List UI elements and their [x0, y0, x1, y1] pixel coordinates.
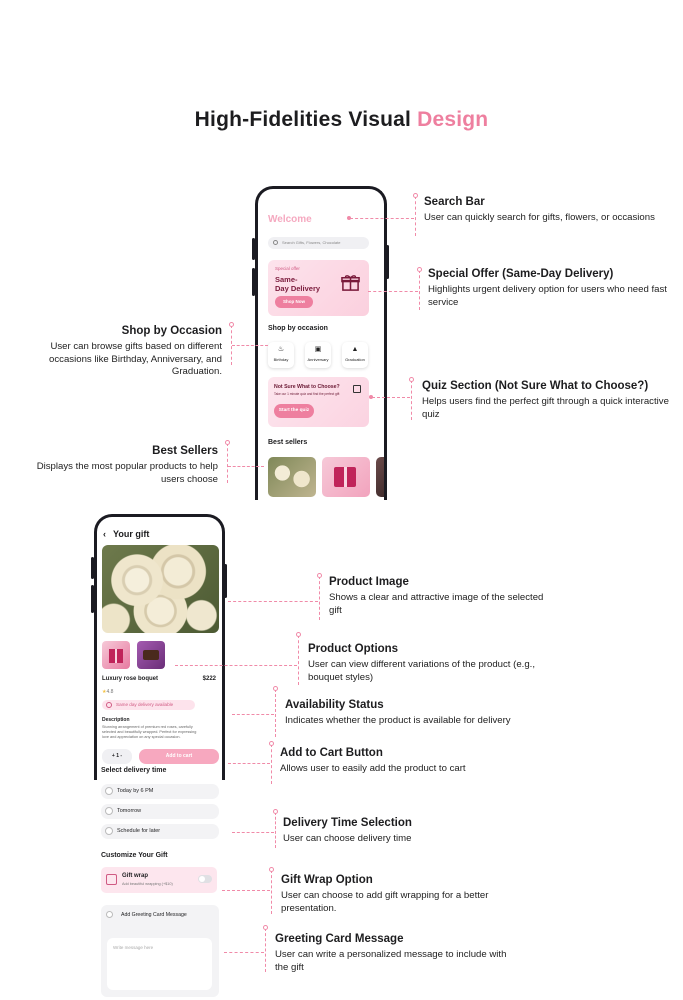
radio-button[interactable] [105, 807, 113, 815]
radio-button[interactable] [105, 827, 113, 835]
connector-dot [269, 867, 274, 872]
special-offer-card[interactable] [268, 260, 369, 316]
product-image [102, 545, 219, 633]
connector-line [175, 665, 297, 666]
description-text: Stunning arrangement of premium red roses, carefully selected and beautifully wrapped. Perfect for expressing love and appreciation on any special occasion. [102, 725, 197, 739]
connector-dot [269, 741, 274, 746]
annotation-availability: Availability Status Indicates whether the product is available for delivery [285, 699, 511, 726]
best-seller-thumbnail[interactable] [322, 457, 370, 497]
connector-line [232, 714, 274, 715]
annotation-add-to-cart: Add to Cart Button Allows user to easily add the product to cart [280, 747, 466, 774]
best-seller-thumbnail[interactable] [268, 457, 316, 497]
annotation-delivery-time: Delivery Time Selection User can choose delivery time [283, 817, 412, 844]
connector-line [228, 466, 264, 467]
radio-button[interactable] [105, 787, 113, 795]
greeting-card-section [101, 905, 219, 997]
connector-line [275, 689, 276, 737]
connector-line [271, 870, 272, 914]
connector-line [224, 952, 264, 953]
connector-line [419, 270, 420, 310]
delivery-option[interactable]: Schedule for later [101, 824, 219, 839]
start-quiz-button[interactable]: Start the quiz [274, 404, 314, 418]
offer-title: Same- Day Delivery [275, 275, 321, 293]
product-option-thumbnail[interactable] [137, 641, 165, 669]
annotation-best-sellers: Best Sellers Displays the most popular products to help users choose [36, 445, 218, 485]
annotation-gift-wrap: Gift Wrap Option User can choose to add gift wrapping for a better presentation. [281, 874, 489, 914]
welcome-heading: Welcome [268, 214, 312, 225]
heart-icon: ▣ [314, 346, 322, 353]
shop-now-button[interactable]: Shop Now [275, 296, 313, 308]
best-seller-thumbnail[interactable] [376, 457, 387, 497]
connector-line [232, 345, 268, 346]
connector-line [411, 380, 412, 420]
annotation-product-options: Product Options User can view different variations of the product (e.g., bouquet styles) [308, 643, 535, 683]
occasion-birthday[interactable]: ♨ Birthday [268, 342, 294, 368]
connector-line [265, 928, 266, 972]
connector-dot [413, 193, 418, 198]
quantity-stepper[interactable]: + 1 - [102, 749, 132, 764]
screen-title: Your gift [113, 529, 150, 539]
description-heading: Description [102, 717, 130, 723]
connector-dot [409, 377, 414, 382]
connector-dot [296, 632, 301, 637]
delivery-option[interactable]: Today by 6 PM [101, 784, 219, 799]
add-to-cart-button[interactable]: Add to cart [139, 749, 219, 764]
connector-dot [225, 440, 230, 445]
connector-line [415, 196, 416, 236]
quiz-card[interactable] [268, 377, 369, 427]
connector-dot [317, 573, 322, 578]
product-name: Luxury rose boquet [102, 676, 159, 682]
annotation-shop-by-occasion: Shop by Occasion User can browse gifts based on different occasions like Birthday, Anniversary, and Graduation. [49, 325, 222, 377]
connector-line [275, 812, 276, 848]
annotation-special-offer: Special Offer (Same-Day Delivery) Highlights urgent delivery option for users who need fast service [428, 268, 667, 308]
connector-line [350, 218, 414, 219]
product-option-thumbnail[interactable] [102, 641, 130, 669]
connector-line [228, 601, 318, 602]
title-accent: Design [417, 108, 489, 131]
greeting-message-input[interactable]: Write message here [107, 938, 212, 990]
annotation-greeting-card: Greeting Card Message User can write a personalized message to include with the gift [275, 933, 507, 973]
search-icon [273, 240, 278, 245]
quiz-icon [353, 385, 361, 393]
greeting-checkbox[interactable] [106, 911, 113, 918]
connector-dot [417, 267, 422, 272]
annotation-search-bar: Search Bar User can quickly search for gifts, flowers, or occasions [424, 196, 655, 223]
connector-pin [347, 216, 351, 220]
best-sellers-heading: Best sellers [268, 439, 308, 446]
connector-line [228, 763, 270, 764]
product-screen-phone [94, 514, 225, 780]
search-placeholder: Search Gifts, Flowers, Chocolate [282, 240, 341, 245]
search-input[interactable] [268, 237, 369, 249]
occasion-graduation[interactable]: ▲ Graduation [342, 342, 368, 368]
gift-icon [106, 874, 117, 885]
connector-line [232, 832, 274, 833]
gift-wrap-title: Gift wrap [122, 873, 149, 879]
connector-pin [369, 395, 373, 399]
title-main: High-Fidelities Visual [194, 108, 418, 131]
delivery-option[interactable]: Tomorrow [101, 804, 219, 819]
greeting-label: Add Greeting Card Message [121, 912, 187, 918]
star-icon: ★ [102, 689, 107, 695]
delivery-heading: Select delivery time [101, 767, 167, 774]
occasion-heading: Shop by occasion [268, 325, 328, 332]
gift-wrap-subtitle: Add beautiful wrapping (+$10) [122, 882, 173, 886]
connector-line [227, 443, 228, 483]
back-arrow-icon[interactable]: ‹ [103, 529, 106, 539]
connector-line [368, 291, 418, 292]
customize-heading: Customize Your Gift [101, 852, 168, 859]
gift-wrap-toggle[interactable] [198, 875, 212, 883]
connector-line [319, 576, 320, 620]
annotation-product-image: Product Image Shows a clear and attractive image of the selected gift [329, 576, 544, 616]
page-title [0, 108, 683, 132]
occasion-anniversary[interactable]: ▣ Anniversary [305, 342, 331, 368]
connector-dot [263, 925, 268, 930]
connector-dot [273, 686, 278, 691]
quiz-subtitle: Take our 1 minute quiz and find the perfect gift [274, 392, 340, 396]
product-rating: ★4.8 [102, 689, 114, 695]
clock-icon [106, 702, 112, 708]
connector-line [372, 397, 410, 398]
connector-dot [273, 809, 278, 814]
graduation-cap-icon: ▲ [351, 346, 359, 353]
quiz-title: Not Sure What to Choose? [274, 384, 340, 390]
cake-icon: ♨ [277, 346, 285, 353]
availability-badge: Same day delivery available [102, 700, 195, 710]
connector-line [271, 744, 272, 784]
gift-icon [341, 273, 360, 292]
annotation-quiz-section: Quiz Section (Not Sure What to Choose?) Helps users find the perfect gift through a quick interactive quiz [422, 380, 669, 420]
home-screen-phone [255, 186, 387, 500]
offer-label: Special offer [275, 266, 300, 271]
product-price: $222 [202, 676, 216, 682]
connector-dot [229, 322, 234, 327]
gift-wrap-option[interactable] [101, 867, 217, 893]
connector-line [298, 635, 299, 685]
connector-line [222, 890, 270, 891]
